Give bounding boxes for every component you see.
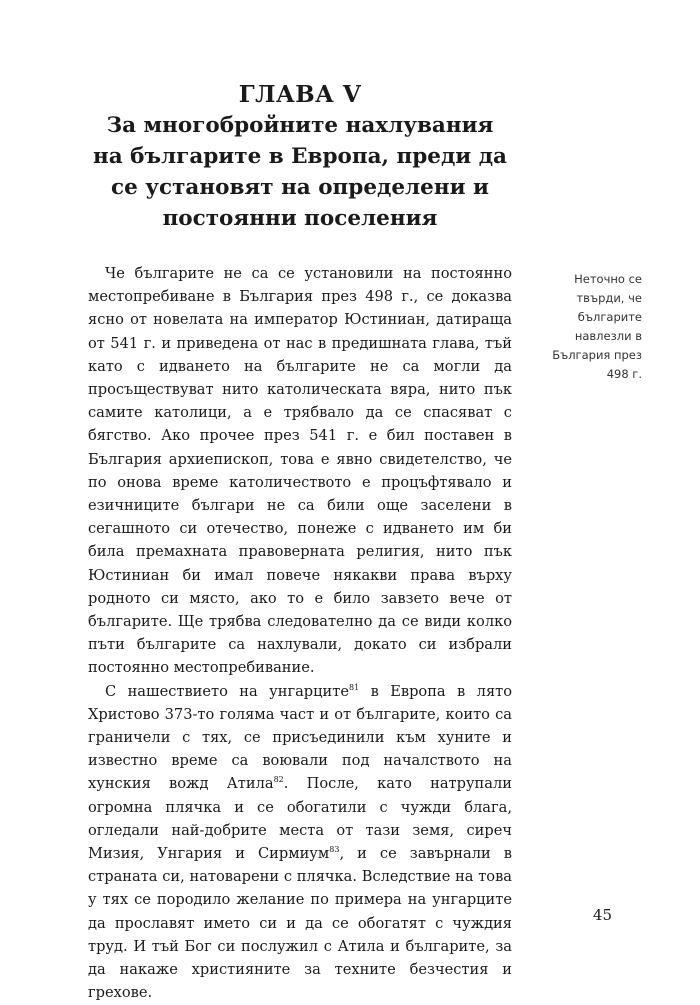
margin-note: Неточно се твърди, че българите навлезли в България през 498 г. [552,272,642,381]
footnote-ref-81[interactable]: 81 [348,682,360,692]
page-number: 45 [592,906,612,924]
footnote-ref-82[interactable]: 82 [273,775,284,785]
chapter-title: За многобройните нахлувания на българите в Европа, преди да се установят на определени и постоянни поселения [93,113,507,231]
paragraph-2-segment-3: . После, като натрупали огромна плячка и се обогатили с чужди блага, огледали най-добрите места от тази земя, сиреч Мизия, Унгария и Сирмиум [88,775,512,863]
body-text [88,262,512,1005]
paragraph-2-segment-4: , и се завърнали в страната си, натоварени с плячка. Вследствие на това у тях се породило желание по примера на унгарците да прославят името си и да се обогатят с чуждия труд. И тъй Бог си послужил с Атила и българите, за да накаже християните за техните безчестия и грехове. [88,845,512,1002]
chapter-number: ГЛАВА V [238,81,362,108]
footnote-ref-83[interactable]: 83 [329,845,340,855]
paragraph-2-segment-2: в Европа в лято Христово 373-то голяма част и от българите, които са граничели с тях, се присъединили към хуните и известно време са воювали под началството на хунския вожд Атила [88,682,513,793]
chapter-heading [88,80,512,234]
paragraph-2-segment-1: С нашествието на унгарците [105,682,349,700]
paragraph-2 [88,680,512,1005]
paragraph-1: Че българите не са се установили на постоянно местопребиване в България през 498 г., се доказва ясно от новелата на император Юстиниан, датираща от 541 г. и приведена от нас в предишната глава, тъй като с идването на българите не са могли да просъществуват нито католическата вяра, нито пък самите католици, а е трябвало да се спасяват с бягство. Ако прочее през 541 г. е бил поставен в България архиепископ, това е явно свидетелство, че по онова време католичеството е процъфтявало и езичниците българи не са били още заселени в сегашното си отечество, понеже с идването им би била премахната правоверната религия, нито пък Юстиниан би имал повече някакви права върху родното си място, ако то е било завзето вече от българите. Ще трябва следователно да се види колко пъти българите са нахлували, докато си избрали постоянно местопребивание. [88,265,512,677]
